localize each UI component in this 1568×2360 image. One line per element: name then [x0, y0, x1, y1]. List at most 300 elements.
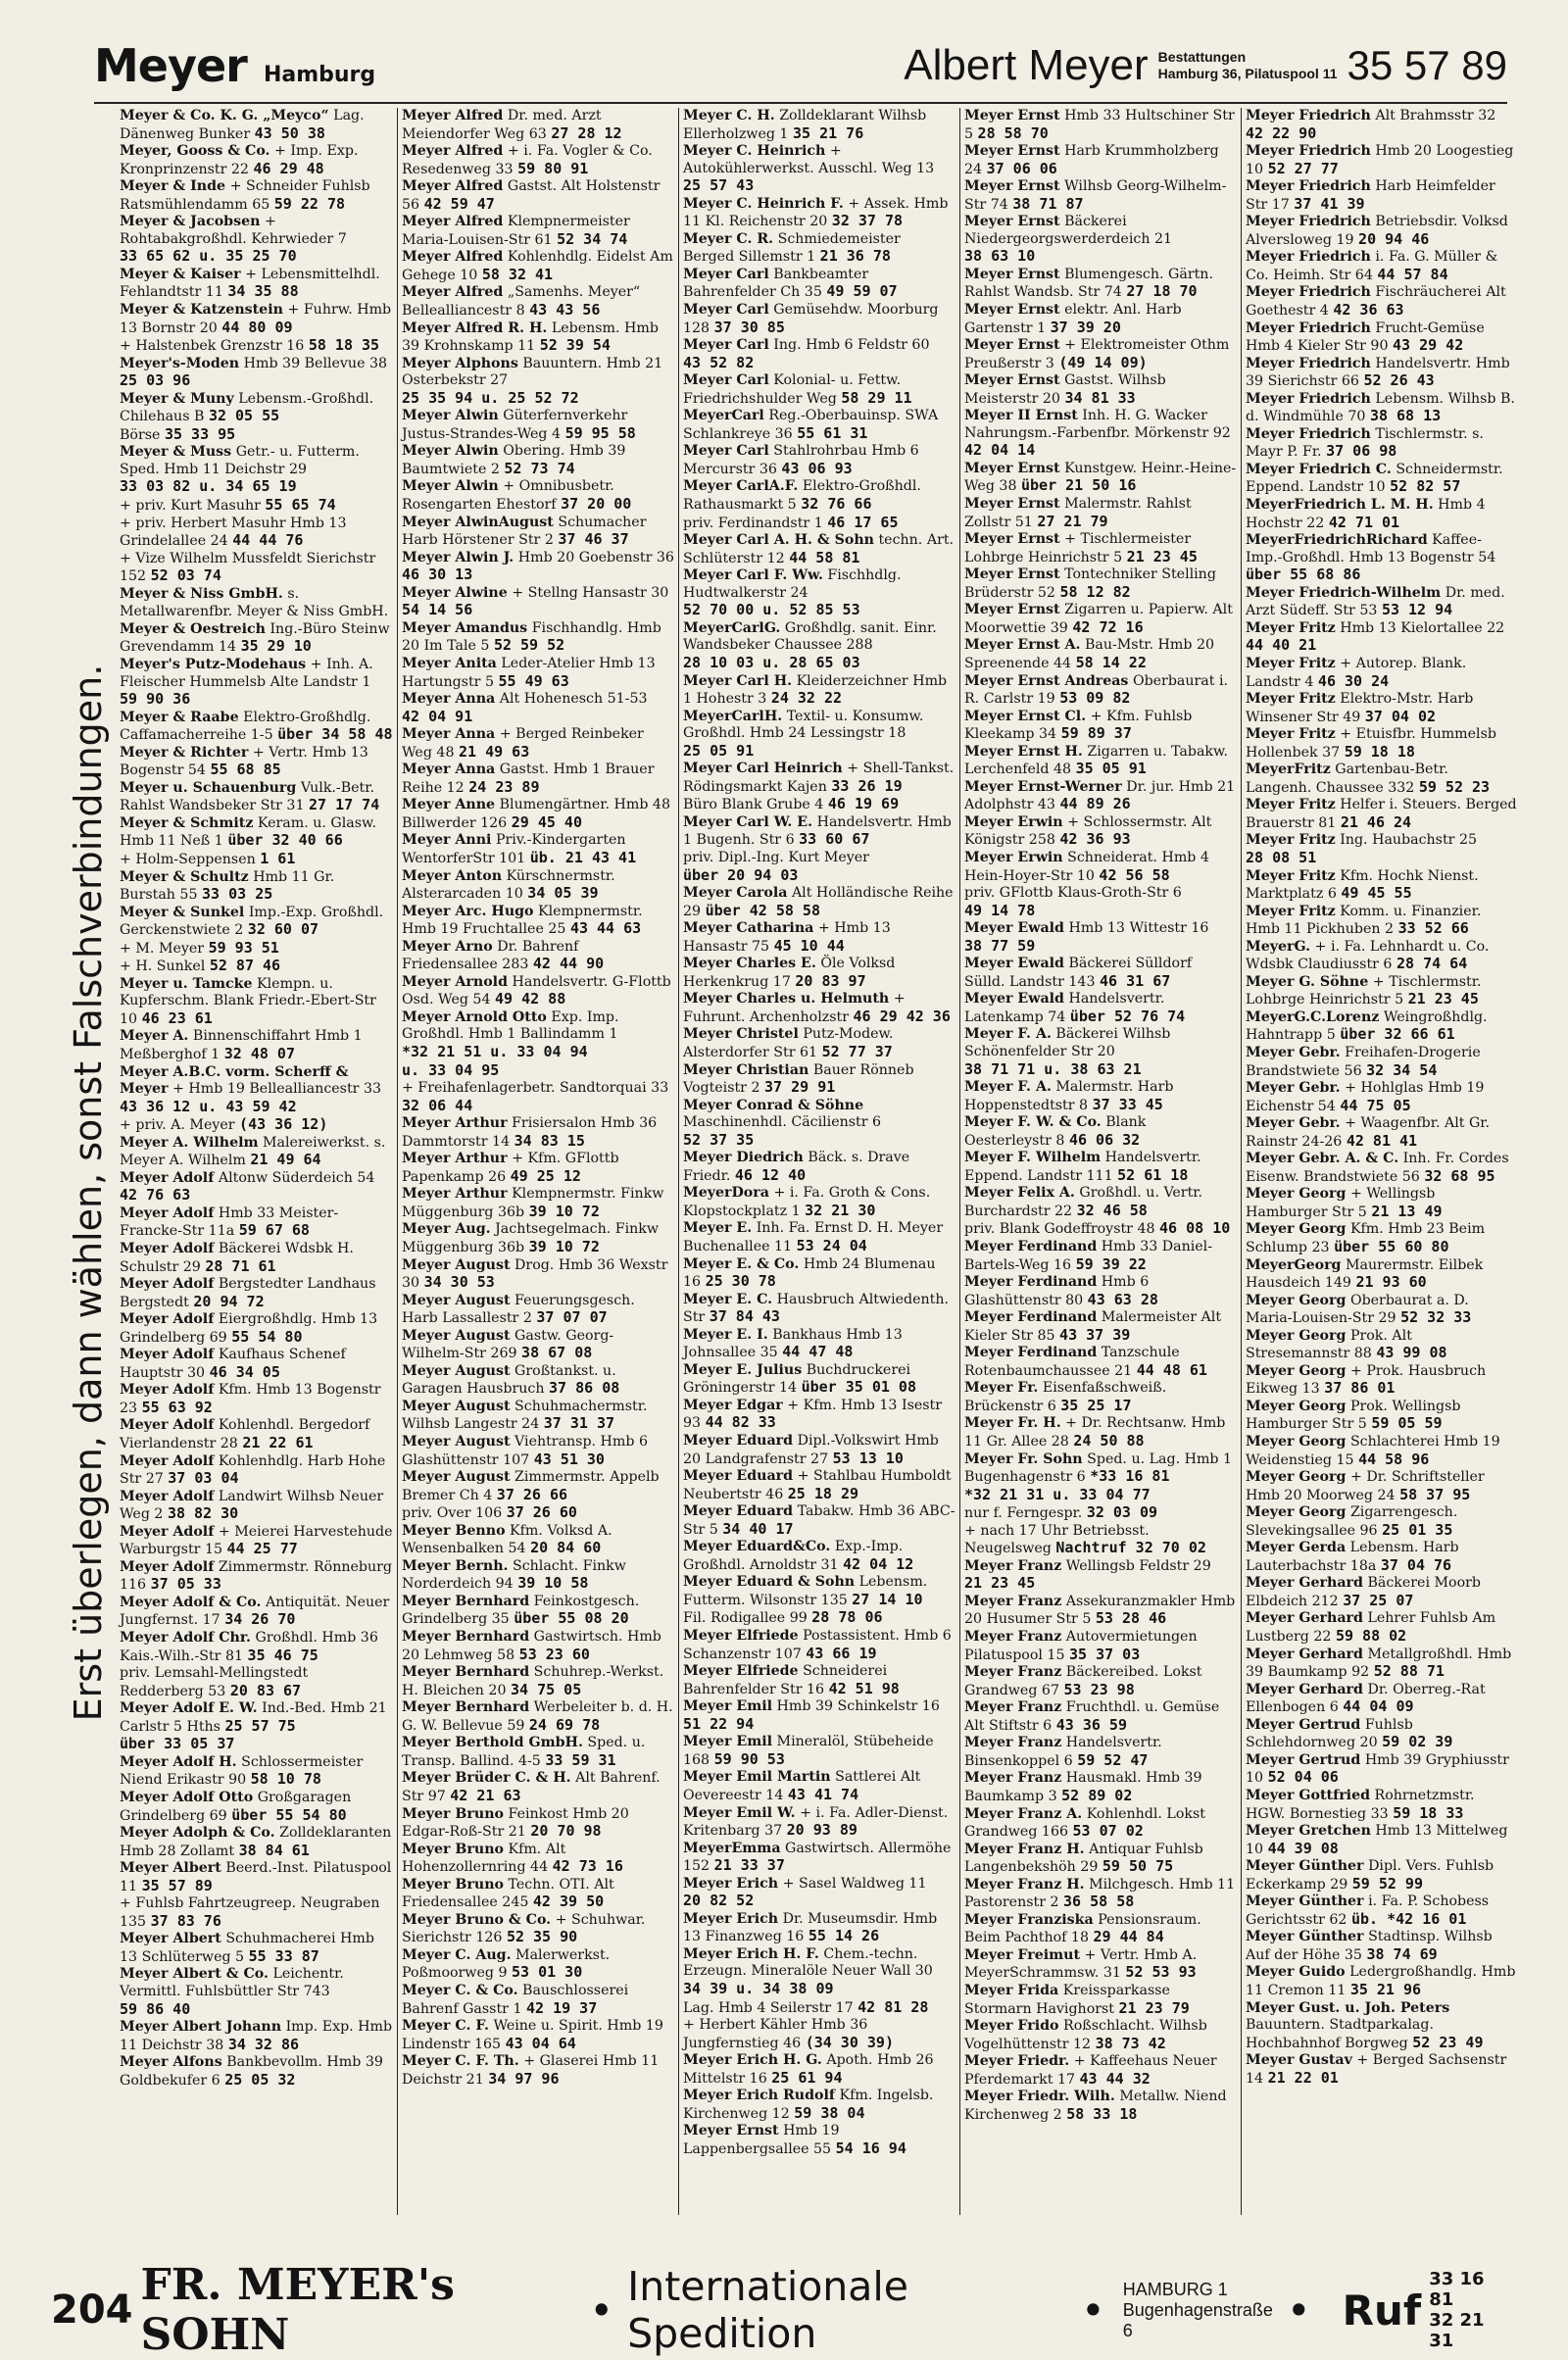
listing-entry	[964, 814, 1237, 850]
entry-name: Meyer Adolf	[120, 1169, 215, 1186]
listing-entry	[964, 1947, 1237, 1983]
listing-entry	[120, 143, 393, 178]
entry-phone: 53 01 30	[511, 1963, 583, 1982]
listing-entry	[120, 710, 393, 745]
listing-entry	[683, 673, 956, 709]
entry-details: nur f. Ferngespr.	[964, 1505, 1083, 1522]
entry-details: Elektro-Mstr. Harb Winsener Str 49	[1246, 691, 1474, 725]
side-notice: Erst überlegen, dann wählen, sonst Falschverbindungen.	[67, 664, 110, 1722]
listing-entry	[1246, 356, 1518, 391]
listing-entry	[120, 516, 393, 551]
entry-name: Meyer Erich	[683, 1875, 779, 1892]
entry-phone: *33 16 81	[1090, 1467, 1170, 1486]
entry-details: Mineralöl, Stübeheide 168	[683, 1734, 934, 1768]
entry-details: Großtankst. u. Garagen Hausbruch	[402, 1362, 616, 1398]
entry-name: Meyer Ferdinand	[964, 1309, 1098, 1326]
entry-name: Meyer Alwin	[402, 443, 499, 460]
listing-entry	[402, 1842, 674, 1877]
entry-details: Bäckerei Niedergeorgswerderdeich 21	[964, 214, 1173, 247]
entry-phone: 42 36 93	[1059, 830, 1131, 849]
entry-name: Meyer Benno	[402, 1522, 506, 1539]
entry-phone: 38 73 42	[1095, 2034, 1166, 2052]
entry-phone: 54 14 56	[402, 601, 473, 619]
entry-phone: 20 70 98	[530, 1822, 602, 1841]
entry-phone: 28 58 70	[977, 123, 1049, 142]
entry-details: + Dr. Rechtsanw. Hmb 11 Gr. Allee 28	[964, 1415, 1226, 1450]
entry-details: Kohlenhdlg. Eidelst Am Gehege 10	[402, 249, 673, 283]
entry-details: + Berged Sachsenstr 14	[1246, 2052, 1507, 2087]
entry-name: Meyer C. Heinrich	[683, 143, 826, 160]
entry-details: + i. Fa. Adler-Dienst. Kritenbarg 37	[683, 1804, 949, 1840]
entry-name: Meyer Ernst	[964, 496, 1060, 513]
listing-entry	[683, 1734, 956, 1769]
listing-entry	[1246, 178, 1518, 214]
entry-details: + i. Fa. Vogler & Co. Resedenweg 33	[402, 143, 653, 177]
entry-details: Großgaragen Grindelberg 69	[120, 1789, 352, 1824]
entry-details: Gastst. Alt Holstenstr 56	[402, 178, 661, 213]
entry-phone: 43 44 32	[1079, 2069, 1151, 2088]
entry-details: Gastw. Georg-Wilhelm-Str 269	[402, 1327, 614, 1362]
entry-phone: 20 94 72	[193, 1292, 265, 1310]
entry-phone: 32 76 66	[801, 495, 872, 514]
entry-phone: über 55 08 20	[514, 1609, 629, 1628]
entry-name: Meyer Franz A.	[964, 1805, 1083, 1822]
header-rule	[94, 102, 1507, 104]
entry-phone: 49 59 07	[826, 282, 898, 301]
listing-entry	[964, 744, 1237, 779]
listing-entry	[964, 1806, 1237, 1842]
entry-name: Meyer Ernst	[964, 372, 1060, 389]
listing-entry	[964, 1345, 1237, 1380]
entry-name: Meyer C. & Co.	[402, 1982, 518, 1998]
entry-name: Meyer u. Schauenburg	[120, 779, 297, 796]
entry-phone: 49 42 88	[495, 990, 566, 1008]
entry-phone: 52 34 74	[557, 229, 628, 248]
entry-name: Meyer & Oestreich	[120, 620, 266, 637]
entry-details: i. Fa. P. Schobess Gerichtsstr 62	[1246, 1893, 1490, 1928]
entry-name: Meyer Franz H.	[964, 1841, 1085, 1857]
entry-name: Meyer Carola	[683, 885, 788, 902]
entry-name: Meyer Fritz	[1246, 867, 1336, 884]
listing-entry	[964, 2018, 1237, 2053]
entry-name: Meyer Friedrich	[1246, 355, 1371, 371]
entry-phone: 32 46 58	[1076, 1201, 1148, 1219]
listing-entry	[120, 1205, 393, 1241]
entry-name: Meyer Albert & Co.	[120, 1966, 269, 1983]
entry-details: Vulk.-Betr. Rahlst Wandsbeker Str 31	[120, 779, 374, 814]
entry-phone: 21 49 63	[458, 742, 530, 761]
entry-name: Meyer Franz	[964, 1664, 1062, 1681]
entry-name: MeyerGeorg	[1246, 1256, 1342, 1273]
entry-phone: 25 18 29	[787, 1484, 859, 1502]
entry-phone: 29 44 84	[1093, 1928, 1164, 1946]
entry-phone: 27 21 79	[1037, 512, 1108, 530]
entry-name: Meyer Gerhard	[1246, 1646, 1363, 1662]
entry-phone: 21 13 49	[1371, 1202, 1443, 1220]
entry-details: + i. Fa. Groth & Cons. Klopstockplatz 1	[683, 1185, 931, 1219]
entry-details: Börse	[120, 426, 161, 443]
entry-phone: 46 30 24	[1317, 671, 1390, 690]
entry-name: Meyer Gebr.	[1246, 1115, 1341, 1132]
entry-phone: 52 39 54	[539, 336, 611, 355]
entry-details: Kürschnermstr. Alsterarcaden 10	[402, 867, 615, 903]
entry-details: Stahlrohrbau Hmb 6 Mercurstr 36	[683, 443, 919, 477]
listing-entry	[1246, 143, 1518, 178]
listing-entry	[402, 1115, 674, 1151]
entry-phone: 21 22 61	[242, 1434, 314, 1452]
entry-details: Roßschlacht. Wilhsb Vogelhüttenstr 12	[964, 2018, 1207, 2052]
entry-name: Meyer Alwin	[402, 408, 499, 424]
listing-entry	[402, 585, 674, 620]
entry-name: Meyer Fritz	[1246, 691, 1336, 708]
entry-name: Meyer Anni	[402, 832, 492, 849]
entry-phone: über 34 58 48	[277, 725, 393, 744]
entry-name: Meyer Eduard	[683, 1468, 794, 1485]
listing-entry	[683, 1911, 956, 1946]
header-city: Hamburg	[263, 63, 376, 87]
listing-entry	[402, 1257, 674, 1293]
listing-entry	[120, 1135, 393, 1170]
entry-name: Meyer Georg	[1246, 1504, 1347, 1521]
entry-name: Meyer Emil	[683, 1734, 773, 1750]
entry-name: Meyer & Katzenstein	[120, 302, 283, 319]
entry-details: Kreissparkasse Stormarn Havighorst	[964, 1982, 1170, 2017]
entry-phone: 53 07 02	[1072, 1822, 1144, 1841]
listing-entry	[683, 443, 956, 478]
listing-entry	[120, 1382, 393, 1417]
entry-details: Schuhrep.-Werkst. H. Bleichen 20	[402, 1664, 664, 1698]
listing-entry	[964, 1594, 1237, 1629]
entry-name: Meyer Anita	[402, 655, 497, 671]
listing-entry	[402, 1399, 674, 1434]
entry-details: + Kfm. Hmb 13 Isestr 93	[683, 1397, 943, 1432]
listing-entry	[120, 302, 393, 337]
entry-name: Meyer Amandus	[402, 619, 528, 636]
listing-entry	[964, 1150, 1237, 1185]
listing-entry	[120, 1116, 393, 1135]
listing-entry	[683, 620, 956, 673]
entry-details: Betriebsdir. Volksd Alversloweg 19	[1246, 214, 1508, 248]
footer-ruf-number-1: 33 16 81	[1429, 2269, 1485, 2310]
entry-details: Großhdlg. sanit. Einr. Wandsbeker Chaussee 288	[683, 619, 937, 654]
listing-entry	[683, 709, 956, 762]
entry-details: + Halstenbek Grenzstr 16	[120, 338, 305, 355]
entry-phone: 49 45 55	[1341, 884, 1412, 903]
entry-name: Meyer CarlA.F.	[683, 478, 799, 495]
entry-phone: 46 31 67	[1100, 971, 1171, 990]
entry-details: Malereiwerkst. s. Meyer A. Wilhelm	[120, 1134, 386, 1169]
entry-name: Meyer Eduard & Sohn	[683, 1574, 856, 1591]
entry-name: Meyer Gustav	[1246, 2052, 1352, 2069]
entry-name: Meyer Ernst	[964, 302, 1060, 319]
entry-details: Hmb 39 Gryphiusstr 10	[1246, 1751, 1509, 1787]
entry-phone: 21 22 01	[1267, 2068, 1339, 2087]
entry-phone: 55 14 26	[808, 1927, 880, 1945]
entry-details: Wellingsb Feldstr 29	[1065, 1557, 1211, 1574]
listing-entry	[964, 267, 1237, 302]
entry-name: Meyer Adolf E. W.	[120, 1700, 258, 1717]
entry-name: Meyer Arno	[402, 938, 493, 955]
entry-phone: 46 08 10	[1159, 1219, 1231, 1238]
entry-details: + H. Sunkel	[120, 959, 206, 975]
listing-entry	[402, 1469, 674, 1504]
listing-entry	[964, 531, 1237, 566]
entry-phone: 33 59 31	[545, 1750, 616, 1769]
entry-details: „Samenhs. Meyer“ Bellealliancestr 8	[402, 284, 641, 320]
entry-phone: 52 32 33	[1400, 1308, 1472, 1327]
entry-phone: 52 73 74	[504, 459, 575, 477]
entry-name: Meyer Ewald	[964, 956, 1064, 972]
listing-entry	[1246, 391, 1518, 426]
listing-entry	[683, 108, 956, 143]
listing-entry	[1246, 1009, 1518, 1045]
entry-phone: 37 04 02	[1364, 707, 1437, 725]
listing-entry	[402, 1912, 674, 1947]
entry-details: Bäckereibed. Lokst Grandweg 67	[964, 1664, 1202, 1698]
entry-name: Meyer Ernst H.	[964, 743, 1083, 760]
entry-phone: 32 60 07	[247, 920, 319, 939]
entry-name: Meyer Arthur	[402, 1186, 508, 1203]
entry-phone: über 55 60 80	[1334, 1238, 1449, 1255]
entry-name: Meyer Gust. u. Joh. Peters	[1246, 1999, 1450, 2016]
listing-entry	[120, 815, 393, 851]
entry-phone: 27 28 12	[551, 123, 622, 142]
listing-entry	[964, 214, 1237, 267]
entry-phone: 25 61 94	[771, 2068, 843, 2087]
entry-details: + priv. Herbert Masuhr Hmb 13 Grindelallee 24	[120, 515, 347, 550]
listing-entry	[683, 850, 956, 885]
entry-details: Alt Bahrenf. Str 97	[402, 1770, 661, 1804]
entry-name: Meyer Brüder C. & H.	[402, 1770, 571, 1787]
listing-entry	[120, 1311, 393, 1347]
entry-name: Meyer Erich H. F.	[683, 1945, 819, 1962]
listing-entry	[120, 1736, 393, 1754]
listing-entry	[402, 656, 674, 691]
entry-name: Meyer Bruno	[402, 1841, 504, 1857]
entry-details: Assekuranzmakler Hmb 20 Husumer Str 5	[964, 1593, 1236, 1628]
entry-details: Antiquität. Neuer Jungfernst. 17	[120, 1594, 390, 1629]
entry-details: Harb Heimfelder Str 17	[1246, 178, 1495, 213]
entry-details: Handelsvertr. G-Flottb Osd. Weg 54	[402, 973, 671, 1008]
entry-name: Meyer Berthold GmbH.	[402, 1735, 583, 1751]
entry-details: Ing.-Büro Steinw Grevendamm 14	[120, 620, 390, 656]
entry-name: Meyer Frida	[964, 1982, 1059, 1998]
entry-phone: 52 23 49	[1412, 2033, 1484, 2051]
entry-details: Hmb 39 Schinkelstr 16	[776, 1698, 940, 1715]
entry-details: Antiquar Fuhlsb Langenbekshöh 29	[964, 1841, 1203, 1876]
entry-name: Meyer Gebr.	[1246, 1044, 1341, 1060]
entry-details: Prok. Alt Stresemannstr 88	[1246, 1327, 1412, 1362]
listing-entry	[1246, 1257, 1518, 1293]
listing-entry	[683, 1150, 956, 1185]
listing-entry	[683, 1220, 956, 1255]
listing-entry	[964, 1877, 1237, 1912]
entry-name: Meyer Anne	[402, 797, 496, 813]
entry-phone: 58 10 78	[250, 1770, 321, 1789]
listing-entry	[120, 1028, 393, 1063]
entry-details: Malermeister Alt Kieler Str 85	[964, 1309, 1222, 1344]
entry-phone: 38 74 69	[1366, 1944, 1438, 1963]
entry-name: Meyer Ernst	[964, 143, 1060, 160]
listing-entry	[1246, 1682, 1518, 1717]
entry-phone: 53 23 98	[1063, 1680, 1135, 1698]
entry-name: Meyer Anton	[402, 867, 503, 884]
entry-details: Kohlenhdl. Bergedorf Vierlandenstr 28	[120, 1417, 370, 1452]
entry-phone: 52 59 52	[493, 636, 565, 655]
entry-details: + Tischlermeister Lohbrge Heinrichstr 5	[964, 531, 1192, 565]
entry-details: priv. Dipl.-Ing. Kurt Meyer	[683, 849, 869, 865]
entry-details: + Waagenfbr. Alt Gr. Rainstr 24-26	[1246, 1115, 1491, 1150]
entry-name: Meyer Adolf Chr.	[120, 1630, 251, 1647]
listing-entry	[683, 1185, 956, 1220]
entry-details: Kfm. Alt Hohenzollernring 44	[402, 1841, 566, 1876]
entry-name: Meyer Ernst	[964, 566, 1060, 583]
entry-name: Meyer Gertrud	[1246, 1716, 1361, 1733]
listing-entry	[120, 1754, 393, 1790]
entry-phone: 35 05 91	[1075, 760, 1147, 778]
entry-phone: 34 81 33	[1064, 388, 1136, 407]
entry-name: Meyer Franz	[964, 1699, 1062, 1716]
entry-phone: 44 57 84	[1377, 265, 1448, 283]
entry-phone: 59 52 47	[1077, 1750, 1149, 1769]
listing-entry	[120, 1700, 393, 1736]
entry-name: Meyer Arnold Otto	[402, 1008, 547, 1025]
listing-entry	[1246, 1045, 1518, 1080]
entry-phone: 44 39 08	[1267, 1839, 1339, 1857]
entry-details: Ing. Haubachstr 25	[1340, 832, 1477, 849]
entry-phone: 59 52 23	[1418, 777, 1491, 796]
entry-name: MeyerFriedrich L. M. H.	[1246, 497, 1434, 514]
entry-name: Meyer & Jacobsen	[120, 214, 261, 230]
entry-details: + Inh. A. Fleischer Hummelsb Alte Landstr 1	[120, 656, 373, 690]
entry-details: Klempnermeister Maria-Louisen-Str 61	[402, 214, 630, 248]
entry-name: Meyer Günther	[1246, 1929, 1364, 1945]
footer-ruf-label: Ruf	[1342, 2286, 1422, 2335]
entry-details: Fil. Rodigallee 99	[683, 1610, 808, 1627]
entry-name: Meyer Ernst	[964, 108, 1060, 123]
entry-name: Meyer Arthur	[402, 1115, 508, 1132]
entry-details: Harb Krummholzberg 24	[964, 143, 1219, 177]
listing-entry	[1246, 868, 1518, 904]
entry-phone: 55 68 85	[210, 761, 281, 779]
entry-name: Meyer Fritz	[1246, 726, 1336, 743]
entry-phone: 44 44 76	[232, 531, 304, 550]
listing-entry	[1246, 1610, 1518, 1646]
entry-name: Meyer Alfons	[120, 2054, 222, 2071]
entry-details: + Berged Reinbeker Weg 48	[402, 726, 644, 761]
entry-details: Kfm. Volksd A. Wensenbalken 54	[402, 1522, 612, 1557]
entry-phone: 35 25 17	[1060, 1396, 1132, 1414]
listing-entry	[683, 2017, 956, 2052]
listing-entry	[120, 551, 393, 586]
entry-details: Schumacher Harb Hörstener Str 2	[402, 514, 647, 549]
entry-details: Bau-Mstr. Hmb 20 Spreenende 44	[964, 637, 1215, 671]
entry-details: Hmb 24 Blumenau 16	[683, 1255, 936, 1291]
entry-details: + Etuisfbr. Hummelsb Hollenbek 37	[1246, 726, 1496, 761]
entry-details: Chem.-techn. Erzeugn. Mineralöle Neuer Wall 30	[683, 1945, 933, 1980]
entry-name: Meyer Georg	[1246, 1186, 1347, 1203]
entry-phone: 25 57 75	[224, 1716, 296, 1735]
entry-name: Meyer August	[402, 1292, 511, 1308]
entry-phone: 37 20 00	[561, 495, 632, 514]
entry-name: Meyer u. Tamcke	[120, 975, 253, 992]
entry-name: Meyer August	[402, 1327, 511, 1344]
listing-entry	[683, 1327, 956, 1362]
entry-name: Meyer Gerda	[1246, 1540, 1347, 1556]
entry-details: priv. Ferdinandstr 1	[683, 515, 823, 531]
entry-phone: 59 80 91	[517, 159, 589, 177]
listing-entry	[402, 1594, 674, 1629]
entry-phone: 39 10 72	[528, 1202, 600, 1220]
listing-entry	[1246, 656, 1518, 691]
entry-phone: 37 30 85	[713, 318, 785, 336]
entry-phone: 20 93 89	[786, 1821, 858, 1840]
entry-phone: 46 29 48	[253, 159, 324, 177]
entry-name: Meyer August	[402, 1469, 511, 1486]
entry-phone: 37 31 37	[543, 1414, 615, 1433]
listing-entry	[1246, 691, 1518, 726]
entry-name: Meyer Alfred	[402, 108, 504, 123]
listing-entry	[964, 1842, 1237, 1877]
entry-details: Hmb 33 Meister-Francke-Str 11a	[120, 1205, 339, 1240]
entry-name: Meyer's-Moden	[120, 355, 240, 371]
listing-entry	[120, 1665, 393, 1700]
entry-details: + Kfm. Fuhlsb Kleekamp 34	[964, 708, 1193, 743]
listing-entry	[964, 1487, 1237, 1505]
entry-phone: 34 75 05	[510, 1680, 582, 1698]
entry-phone: 59 89 37	[1060, 724, 1132, 743]
entry-details: Kfm. Ingelsb. Kirchenweg 12	[683, 2088, 934, 2122]
listing-entry	[1246, 1469, 1518, 1504]
entry-details: Schlossermeister Niend Erikastr 90	[120, 1753, 364, 1789]
entry-details: Bäckerei Sülldorf Sülld. Landstr 143	[964, 956, 1193, 990]
entry-name: Meyer Adolf	[120, 1241, 215, 1256]
entry-phone: 34 26 70	[224, 1610, 296, 1629]
listing-entry	[402, 1151, 674, 1186]
entry-phone: 44 80 09	[221, 318, 293, 336]
entry-phone: 49 14 78	[964, 901, 1036, 919]
entry-details: Fuhlsb Schlehdornweg 20	[1246, 1716, 1413, 1751]
entry-details: + Tischlermstr. Lohbrge Heinrichstr 5	[1246, 973, 1482, 1008]
entry-details: + Stellng Hansastr 30	[512, 584, 669, 601]
entry-name: Meyer Ernst	[964, 214, 1060, 230]
entry-details: Büro Blank Grube 4	[683, 797, 824, 813]
entry-phone: 44 75 05	[1340, 1096, 1411, 1114]
entry-phone: 52 53 93	[1125, 1963, 1197, 1982]
entry-phone: 42 76 63	[120, 1186, 191, 1205]
listing-entry	[964, 1451, 1237, 1487]
entry-phone: 33 03 25	[202, 885, 273, 904]
listing-entry	[683, 515, 956, 533]
entry-details: techn. Art. Schlüterstr 12	[683, 532, 955, 566]
entry-phone: 45 10 44	[773, 936, 845, 955]
entry-name: Meyer Alfred	[402, 178, 504, 195]
entry-details: Feinkost Hmb 20 Edgar-Roß-Str 21	[402, 1805, 629, 1841]
entry-details: Großhdl. Hmb 36 Kais.-Wilh.-Str 81	[120, 1630, 378, 1664]
entry-name: Meyer Ernst Cl.	[964, 708, 1087, 724]
listing-entry	[683, 478, 956, 514]
entry-name: Meyer Alfred	[402, 214, 504, 230]
entry-details: + Hohlglas Hmb 19 Eichenstr 54	[1246, 1080, 1485, 1114]
listing-entry	[683, 1609, 956, 1628]
listing-entry	[683, 761, 956, 796]
entry-name: Meyer Adolf	[120, 1276, 215, 1293]
entry-phone: 33 26 19	[831, 776, 903, 795]
entry-name: Meyer Anna	[402, 762, 496, 778]
listing-entry	[120, 958, 393, 976]
entry-details: Dr. Bahrenf Friedensallee 283	[402, 938, 579, 973]
entry-details: Bäck. s. Drave Friedr.	[683, 1150, 910, 1184]
